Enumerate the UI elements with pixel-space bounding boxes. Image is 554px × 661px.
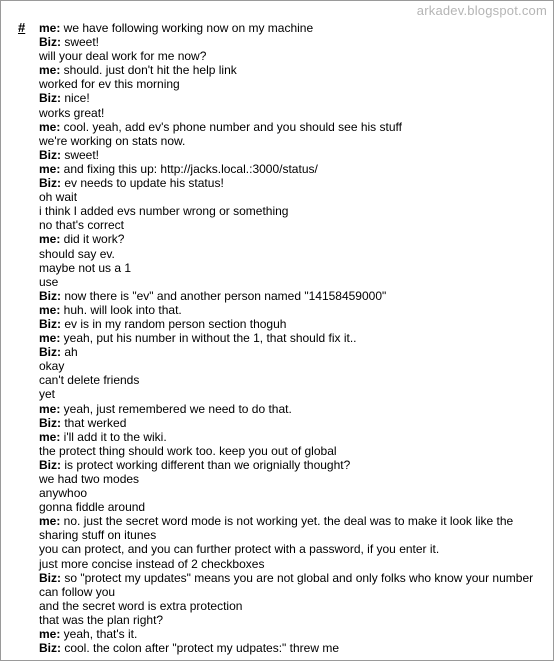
chat-line <box>39 599 539 613</box>
chat-line <box>39 373 539 387</box>
chat-message-text: and fixing this up: http://jacks.local.:3000/status/ <box>60 161 318 176</box>
chat-message-text: should. just don't hit the help link <box>60 63 237 78</box>
chat-speaker: me: <box>39 331 61 346</box>
chat-line <box>39 63 539 77</box>
chat-message-text: sweet! <box>61 147 100 162</box>
chat-speaker: me: <box>39 429 61 444</box>
chat-line <box>39 317 539 331</box>
chat-speaker: Biz: <box>39 316 61 331</box>
chat-message-text: you can protect, and you can further protect with a password, if you enter it. <box>39 542 440 557</box>
chat-speaker: me: <box>39 302 61 317</box>
chat-line <box>39 430 539 444</box>
chat-line <box>39 49 539 63</box>
chat-message-text: no. just the secret word mode is not working yet. the deal was to make it look like the sharing stuff on itunes <box>39 514 514 543</box>
chat-line <box>39 458 539 472</box>
chat-line <box>39 557 539 571</box>
chat-line <box>39 91 539 105</box>
chat-message-text: maybe not us a 1 <box>39 260 132 275</box>
chat-line <box>39 232 539 246</box>
chat-line <box>39 613 539 627</box>
chat-line <box>39 190 539 204</box>
chat-message-text: did it work? <box>60 232 125 247</box>
chat-line <box>39 641 539 655</box>
chat-speaker: Biz: <box>39 415 61 430</box>
chat-line <box>39 486 539 500</box>
chat-message-text: will your deal work for me now? <box>39 49 207 64</box>
chat-message-text: ev needs to update his status! <box>61 176 224 191</box>
chat-speaker: Biz: <box>39 570 61 585</box>
chat-speaker: Biz: <box>39 457 61 472</box>
chat-message-text: ev is in my random person section thoguh <box>61 316 287 331</box>
chat-line <box>39 500 539 514</box>
chat-line <box>39 21 539 35</box>
chat-line <box>39 261 539 275</box>
chat-line <box>39 162 539 176</box>
chat-speaker: Biz: <box>39 345 61 360</box>
chat-message-text: can't delete friends <box>39 373 140 388</box>
chat-line <box>39 345 539 359</box>
chat-message-text: anywhoo <box>39 486 88 501</box>
chat-speaker: me: <box>39 232 61 247</box>
chat-line <box>39 218 539 232</box>
chat-message-text: nice! <box>61 91 90 106</box>
chat-line <box>39 514 539 542</box>
chat-line <box>39 472 539 486</box>
chat-line <box>39 148 539 162</box>
chat-message-text: i think I added evs number wrong or something <box>39 204 289 219</box>
chat-message-text: worked for ev this morning <box>39 77 180 92</box>
watermark: arkadev.blogspot.com <box>416 3 547 18</box>
chat-message-text: should say ev. <box>39 246 115 261</box>
chat-message-text: that werked <box>61 415 127 430</box>
chat-message-text: yeah, just remembered we need to do that. <box>60 401 292 416</box>
chat-line <box>39 106 539 120</box>
chat-message-text: so "protect my updates" means you are not global and only folks who know your number can follow you <box>39 570 534 599</box>
chat-line <box>39 176 539 190</box>
chat-message-text: use <box>39 274 59 289</box>
chat-line <box>39 275 539 289</box>
chat-message-text: works great! <box>39 105 105 120</box>
chat-message-text: now there is "ev" and another person named "14158459000" <box>61 288 387 303</box>
chat-line <box>39 571 539 599</box>
chat-message-text: oh wait <box>39 190 78 205</box>
chat-line <box>39 35 539 49</box>
chat-line <box>39 289 539 303</box>
chat-line <box>39 120 539 134</box>
chat-speaker: Biz: <box>39 35 61 50</box>
chat-speaker: Biz: <box>39 176 61 191</box>
chat-message-text: and the secret word is extra protection <box>39 598 243 613</box>
permalink-link[interactable]: # <box>18 20 26 35</box>
chat-speaker: me: <box>39 401 61 416</box>
chat-message-text: yeah, put his number in without the 1, that should fix it.. <box>60 331 357 346</box>
chat-line <box>39 204 539 218</box>
chat-speaker: me: <box>39 21 61 35</box>
chat-line <box>39 331 539 345</box>
chat-message-text: we're working on stats now. <box>39 133 186 148</box>
chat-line <box>39 542 539 556</box>
chat-message-text: we have following working now on my machine <box>60 21 314 35</box>
chat-speaker: Biz: <box>39 288 61 303</box>
chat-line <box>39 416 539 430</box>
chat-message-text: ah <box>61 345 78 360</box>
chat-speaker: me: <box>39 514 61 529</box>
chat-message-text: cool. the colon after "protect my udpates:" threw me <box>61 641 339 656</box>
chat-message-text: gonna fiddle around <box>39 500 146 515</box>
chat-message-text: we had two modes <box>39 472 140 486</box>
chat-line <box>39 77 539 91</box>
chat-message-text: i'll add it to the wiki. <box>60 429 167 444</box>
chat-line <box>39 247 539 261</box>
chat-message-text: cool. yeah, add ev's phone number and you should see his stuff <box>60 119 402 134</box>
chat-speaker: Biz: <box>39 147 61 162</box>
chat-line <box>39 387 539 401</box>
chat-message-text: okay <box>39 359 65 374</box>
chat-message-text: is protect working different than we orignially thought? <box>61 457 351 472</box>
chat-speaker: Biz: <box>39 641 61 656</box>
chat-speaker: me: <box>39 627 61 642</box>
chat-message-text: the protect thing should work too. keep you out of global <box>39 443 337 458</box>
chat-speaker: me: <box>39 119 61 134</box>
chat-message-text: huh. will look into that. <box>60 302 182 317</box>
chat-message-text: yeah, that's it. <box>60 627 138 642</box>
chat-line <box>39 303 539 317</box>
chat-message-text: that was the plan right? <box>39 612 164 627</box>
chat-message-text: no that's correct <box>39 218 124 233</box>
chat-line <box>39 444 539 458</box>
chat-log <box>39 21 539 655</box>
chat-speaker: Biz: <box>39 91 61 106</box>
chat-message-text: yet <box>39 387 56 402</box>
chat-message-text: just more concise instead of 2 checkboxes <box>39 556 265 571</box>
chat-line <box>39 402 539 416</box>
chat-message-text: sweet! <box>61 35 100 50</box>
chat-speaker: me: <box>39 63 61 78</box>
chat-line <box>39 627 539 641</box>
chat-line <box>39 134 539 148</box>
chat-speaker: me: <box>39 161 61 176</box>
chat-line <box>39 359 539 373</box>
